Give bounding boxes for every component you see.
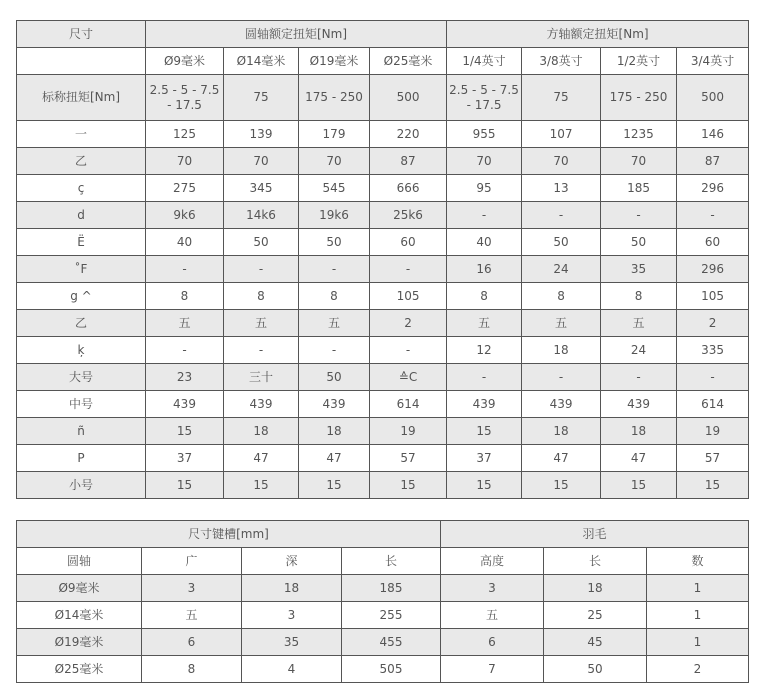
table-row: [17, 175, 749, 202]
table-cell: 439: [224, 391, 299, 418]
table-row: [17, 445, 749, 472]
row-label-cell: d: [17, 202, 146, 229]
column-header-cell: 圆轴: [17, 548, 142, 575]
column-header-cell: 1/4英寸: [447, 48, 522, 75]
table-cell: 15: [370, 472, 447, 499]
table-cell: -: [299, 256, 370, 283]
table-cell: 三十: [224, 364, 299, 391]
column-header-cell: Ø14毫米: [224, 48, 299, 75]
table-cell: 666: [370, 175, 447, 202]
table-cell: 五: [522, 310, 601, 337]
table-cell: 五: [146, 310, 224, 337]
table-cell: 255: [342, 602, 441, 629]
table-cell: 1: [647, 602, 749, 629]
column-header-cell: Ø9毫米: [146, 48, 224, 75]
table-cell: -: [447, 364, 522, 391]
table-cell: 2.5 - 5 - 7.5 - 17.5: [447, 75, 522, 121]
table-cell: 439: [447, 391, 522, 418]
row-label-cell: 一: [17, 121, 146, 148]
table-cell: 50: [224, 229, 299, 256]
table-cell: 50: [299, 229, 370, 256]
row-label-cell: 乙: [17, 148, 146, 175]
column-header-cell: 长: [342, 548, 441, 575]
table-cell: 6: [441, 629, 544, 656]
table-cell: 47: [601, 445, 677, 472]
table-cell: -: [224, 256, 299, 283]
table-cell: 50: [299, 364, 370, 391]
table-cell: 25: [544, 602, 647, 629]
table-cell: 19k6: [299, 202, 370, 229]
table-cell: 24: [522, 256, 601, 283]
table-cell: 275: [146, 175, 224, 202]
table-cell: 15: [146, 472, 224, 499]
column-header-cell: Ø19毫米: [299, 48, 370, 75]
table-cell: 1: [647, 629, 749, 656]
table-cell: 18: [299, 418, 370, 445]
table-cell: 47: [224, 445, 299, 472]
table-cell: 18: [601, 418, 677, 445]
table-cell: -: [601, 202, 677, 229]
table-title-row: [17, 521, 749, 548]
row-label-cell: g ^: [17, 283, 146, 310]
row-label-cell: P: [17, 445, 146, 472]
table-cell: 12: [447, 337, 522, 364]
column-header-cell: 3/8英寸: [522, 48, 601, 75]
table-cell: 185: [342, 575, 441, 602]
row-label-cell: Ë: [17, 229, 146, 256]
table-row: [17, 283, 749, 310]
table-cell: 1: [647, 575, 749, 602]
table-cell: 296: [677, 256, 749, 283]
table-cell: 139: [224, 121, 299, 148]
table-cell: 47: [522, 445, 601, 472]
column-header-cell: 3/4英寸: [677, 48, 749, 75]
table-cell: 8: [224, 283, 299, 310]
column-header-cell: 深: [242, 548, 342, 575]
table-cell: 60: [677, 229, 749, 256]
row-label-cell: ķ: [17, 337, 146, 364]
table-row: [17, 202, 749, 229]
table-cell: 500: [370, 75, 447, 121]
table-cell: 16: [447, 256, 522, 283]
table-cell: 439: [146, 391, 224, 418]
table-cell: 47: [299, 445, 370, 472]
table-cell: 14k6: [224, 202, 299, 229]
table-cell: 2: [647, 656, 749, 683]
table-cell: 15: [601, 472, 677, 499]
table-title-row: [17, 21, 749, 48]
table-cell: 6: [142, 629, 242, 656]
table-cell: 35: [242, 629, 342, 656]
row-label-cell: Ø19毫米: [17, 629, 142, 656]
table-cell: 439: [299, 391, 370, 418]
table-cell: 18: [242, 575, 342, 602]
table-row: [17, 229, 749, 256]
table-row: [17, 418, 749, 445]
table-cell: -: [677, 202, 749, 229]
table-cell: 125: [146, 121, 224, 148]
table-cell: 8: [146, 283, 224, 310]
table-row: [17, 121, 749, 148]
table-cell: 439: [522, 391, 601, 418]
square-shaft-torque-header: 方轴额定扭矩[Nm]: [447, 21, 749, 48]
table-cell: 4: [242, 656, 342, 683]
table-cell: 50: [522, 229, 601, 256]
column-header-cell: 长: [544, 548, 647, 575]
torque-table: [16, 20, 749, 499]
table-cell: 7: [441, 656, 544, 683]
table-cell: 545: [299, 175, 370, 202]
table-cell: 220: [370, 121, 447, 148]
table-cell: -: [299, 337, 370, 364]
table-cell: 50: [544, 656, 647, 683]
table-cell: 2.5 - 5 - 7.5 - 17.5: [146, 75, 224, 121]
table-cell: -: [146, 337, 224, 364]
table-cell: 3: [242, 602, 342, 629]
table-cell: 439: [601, 391, 677, 418]
table-cell: 105: [677, 283, 749, 310]
table-cell: 345: [224, 175, 299, 202]
table-row: [17, 364, 749, 391]
table-cell: -: [370, 337, 447, 364]
table-row: [17, 602, 749, 629]
table-cell: 24: [601, 337, 677, 364]
table-cell: -: [224, 337, 299, 364]
table-cell: -: [146, 256, 224, 283]
table-cell: 8: [447, 283, 522, 310]
row-label-cell: Ø25毫米: [17, 656, 142, 683]
table-cell: 37: [447, 445, 522, 472]
table-cell: 3: [441, 575, 544, 602]
table-subheader-row: [17, 48, 749, 75]
table-cell: ≙C: [370, 364, 447, 391]
table-cell: 87: [370, 148, 447, 175]
table-cell: 15: [677, 472, 749, 499]
row-label-cell: Ø14毫米: [17, 602, 142, 629]
table-cell: 70: [146, 148, 224, 175]
table-cell: 18: [224, 418, 299, 445]
table-cell: 614: [370, 391, 447, 418]
table-cell: 57: [370, 445, 447, 472]
table-row: [17, 472, 749, 499]
table-cell: 105: [370, 283, 447, 310]
row-label-cell: 中号: [17, 391, 146, 418]
table-row: [17, 256, 749, 283]
table-cell: 五: [447, 310, 522, 337]
size-header-cell: 尺寸: [17, 21, 146, 48]
table-cell: 2: [370, 310, 447, 337]
table-cell: 175 - 250: [299, 75, 370, 121]
table-cell: 70: [224, 148, 299, 175]
table-cell: 70: [522, 148, 601, 175]
table-cell: 70: [601, 148, 677, 175]
table-cell: 505: [342, 656, 441, 683]
table-cell: 15: [224, 472, 299, 499]
table-cell: -: [522, 202, 601, 229]
table-cell: 15: [522, 472, 601, 499]
table-row: [17, 391, 749, 418]
table-cell: 15: [146, 418, 224, 445]
table-cell: 五: [601, 310, 677, 337]
table-cell: 8: [299, 283, 370, 310]
table-cell: 95: [447, 175, 522, 202]
table-cell: 19: [370, 418, 447, 445]
table-cell: 9k6: [146, 202, 224, 229]
table-cell: 70: [447, 148, 522, 175]
table-row: [17, 575, 749, 602]
table-cell: 1235: [601, 121, 677, 148]
table-cell: 35: [601, 256, 677, 283]
table-cell: -: [447, 202, 522, 229]
table-cell: 87: [677, 148, 749, 175]
column-header-cell: 1/2英寸: [601, 48, 677, 75]
table-cell: 18: [544, 575, 647, 602]
row-label-cell: ñ: [17, 418, 146, 445]
table-cell: 8: [601, 283, 677, 310]
table-cell: -: [522, 364, 601, 391]
row-label-cell: 乙: [17, 310, 146, 337]
table-row: [17, 310, 749, 337]
row-label-cell: ç: [17, 175, 146, 202]
feather-header: 羽毛: [441, 521, 749, 548]
table-cell: 75: [522, 75, 601, 121]
table-cell: 23: [146, 364, 224, 391]
table-cell: 70: [299, 148, 370, 175]
table-row: [17, 148, 749, 175]
table-cell: 60: [370, 229, 447, 256]
table-row: [17, 337, 749, 364]
table-cell: 955: [447, 121, 522, 148]
table-cell: 8: [522, 283, 601, 310]
table-cell: 614: [677, 391, 749, 418]
table-cell: 五: [224, 310, 299, 337]
table-cell: -: [677, 364, 749, 391]
table-cell: 500: [677, 75, 749, 121]
row-label-cell: 大号: [17, 364, 146, 391]
table-cell: 19: [677, 418, 749, 445]
table-cell: 18: [522, 337, 601, 364]
table-cell: 15: [299, 472, 370, 499]
table-cell: 40: [146, 229, 224, 256]
table-cell: -: [370, 256, 447, 283]
table-cell: 8: [142, 656, 242, 683]
table-cell: 335: [677, 337, 749, 364]
row-label-cell: 标称扭矩[Nm]: [17, 75, 146, 121]
row-label-cell: 小号: [17, 472, 146, 499]
table-row: [17, 629, 749, 656]
table-cell: 179: [299, 121, 370, 148]
keyway-table: [16, 520, 749, 683]
table-cell: 3: [142, 575, 242, 602]
table-cell: 40: [447, 229, 522, 256]
table-cell: 50: [601, 229, 677, 256]
table-cell: 146: [677, 121, 749, 148]
table-cell: 185: [601, 175, 677, 202]
table-cell: 45: [544, 629, 647, 656]
table-cell: 五: [441, 602, 544, 629]
table-row: [17, 75, 749, 121]
table-cell: 37: [146, 445, 224, 472]
table-cell: 57: [677, 445, 749, 472]
table-cell: 15: [447, 472, 522, 499]
row-label-cell: Ø9毫米: [17, 575, 142, 602]
table-cell: 15: [447, 418, 522, 445]
round-shaft-torque-header: 圆轴额定扭矩[Nm]: [146, 21, 447, 48]
table-cell: 75: [224, 75, 299, 121]
table-row: [17, 656, 749, 683]
column-header-cell: [17, 48, 146, 75]
table-cell: 18: [522, 418, 601, 445]
table-cell: 25k6: [370, 202, 447, 229]
table-cell: 五: [142, 602, 242, 629]
column-header-cell: 广: [142, 548, 242, 575]
table-cell: 296: [677, 175, 749, 202]
column-header-cell: Ø25毫米: [370, 48, 447, 75]
table-cell: 13: [522, 175, 601, 202]
row-label-cell: ˚F: [17, 256, 146, 283]
table-cell: 107: [522, 121, 601, 148]
keyway-size-header: 尺寸键槽[mm]: [17, 521, 441, 548]
table-subheader-row: [17, 548, 749, 575]
table-cell: 五: [299, 310, 370, 337]
table-cell: 455: [342, 629, 441, 656]
column-header-cell: 数: [647, 548, 749, 575]
table-cell: 175 - 250: [601, 75, 677, 121]
table-cell: -: [601, 364, 677, 391]
column-header-cell: 高度: [441, 548, 544, 575]
table-cell: 2: [677, 310, 749, 337]
